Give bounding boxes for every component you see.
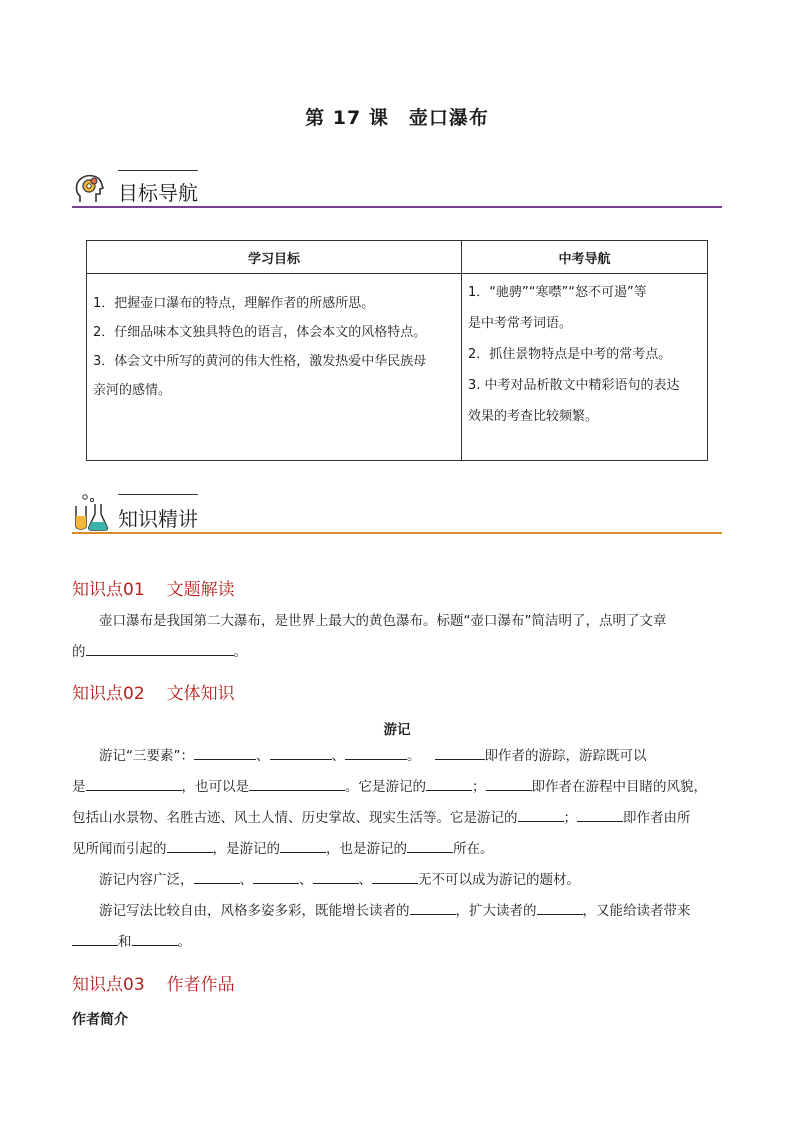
text: ，扩大读者的 [455, 903, 537, 919]
blank[interactable] [537, 900, 583, 915]
knowledge-point-heading [72, 679, 235, 704]
blank[interactable] [313, 869, 359, 884]
text-line [72, 865, 722, 896]
text: 、 [358, 872, 372, 888]
text-line: 壶口瀑布是我国第二大瀑布，是世界上最大的黄色瀑布。标题“壶口瀑布”简洁明了，点明了文章 [99, 613, 667, 629]
author-intro-heading: 作者简介 [72, 1012, 128, 1028]
table-header-left: 学习目标 [87, 241, 462, 274]
text: 游记写法比较自由，风格多姿多彩，既能增长读者的 [99, 903, 410, 919]
blank[interactable] [435, 745, 485, 760]
head-gears-icon [72, 172, 112, 208]
blank[interactable] [167, 838, 213, 853]
lab-flasks-icon [72, 494, 112, 532]
exam-guide-cell [462, 274, 708, 461]
text: 游记内容广泛， [99, 872, 194, 888]
text-line [72, 637, 722, 668]
text-line [72, 927, 722, 958]
section-top-line [118, 170, 198, 171]
knowledge-point-heading [72, 970, 235, 995]
section-label: 知识精讲 [118, 507, 198, 531]
blank[interactable] [270, 745, 332, 760]
blank[interactable] [86, 641, 234, 656]
guide-item: 3. 中考对品析散文中精彩语句的表达 [468, 378, 680, 393]
section-rule [72, 532, 722, 534]
text: 。 [407, 748, 421, 764]
text-line [72, 741, 722, 772]
text: 。 [177, 934, 191, 950]
text: 见所闻而引起的 [72, 841, 167, 857]
guide-item: 是中考常考词语。 [468, 316, 573, 331]
kp-name: 文体知识 [166, 684, 235, 704]
text: 即作者由所 [623, 810, 691, 826]
blank[interactable] [410, 900, 456, 915]
blank[interactable] [72, 931, 118, 946]
kp-number: 知识点03 [72, 975, 145, 995]
text: 、 [239, 872, 253, 888]
guide-item: 1．“驰骋”“寒噤”“怒不可遏”等 [468, 285, 647, 300]
blank[interactable] [86, 776, 182, 791]
section-header-goals [72, 170, 722, 210]
goals-table [86, 240, 708, 461]
kp-name: 文题解读 [166, 580, 235, 600]
blank[interactable] [345, 745, 407, 760]
kp-name: 作者作品 [166, 975, 235, 995]
text: 是 [72, 779, 86, 795]
blank[interactable] [253, 869, 299, 884]
text: 。它是游记的 [345, 779, 426, 795]
text: 即作者在游程中目睹的风貌， [531, 779, 707, 795]
learning-goals-cell [87, 274, 462, 461]
text: 游记“三要素”： [99, 748, 194, 764]
goal-item: 2．仔细品味本文独具特色的语言，体会本文的风格特点。 [93, 325, 427, 340]
text: ； [472, 779, 486, 795]
kp-number: 知识点02 [72, 684, 145, 704]
blank[interactable] [372, 869, 418, 884]
knowledge-point-heading [72, 575, 235, 600]
text: 、 [299, 872, 313, 888]
goal-item: 亲河的感情。 [93, 383, 172, 398]
goal-item: 1．把握壶口瀑布的特点，理解作者的所感所思。 [93, 296, 375, 311]
text-line [72, 803, 722, 834]
kp1-paragraph [72, 606, 722, 668]
text-line [72, 896, 722, 927]
text: ，是游记的 [212, 841, 280, 857]
section-rule [72, 206, 722, 208]
blank[interactable] [486, 776, 532, 791]
text-line [72, 834, 722, 865]
text: 。 [233, 644, 247, 660]
subheading: 游记 [383, 722, 411, 738]
blank[interactable] [426, 776, 472, 791]
blank[interactable] [280, 838, 326, 853]
kp-number: 知识点01 [72, 580, 145, 600]
text-line [72, 772, 722, 803]
blank[interactable] [249, 776, 345, 791]
text: 、 [256, 748, 270, 764]
blank[interactable] [132, 931, 178, 946]
page-title: 第 17 课 壶口瀑布 [305, 107, 489, 129]
text: ； [563, 810, 577, 826]
goal-item: 3．体会文中所写的黄河的伟大性格，激发热爱中华民族母 [93, 354, 427, 369]
text: ，又能给读者带来 [582, 903, 691, 919]
blank[interactable] [194, 869, 240, 884]
text: 所在。 [453, 841, 494, 857]
section-top-line [118, 494, 198, 495]
text: 包括山水景物、名胜古迹、风土人情、历史掌故、现实生活等。它是游记的 [72, 810, 518, 826]
section-header-knowledge [72, 494, 722, 534]
guide-item: 2．抓住景物特点是中考的常考点。 [468, 347, 672, 362]
text: 和 [118, 934, 132, 950]
table-header-right: 中考导航 [462, 241, 708, 274]
text: 的 [72, 644, 86, 660]
text: 无不可以成为游记的题材。 [418, 872, 580, 888]
text: 即作者的游踪，游踪既可以 [484, 748, 647, 764]
guide-item: 效果的考查比较频繁。 [468, 409, 599, 424]
text: ，也可以是 [181, 779, 249, 795]
text: ，也是游记的 [326, 841, 407, 857]
youji-paragraph [72, 741, 722, 958]
blank[interactable] [518, 807, 564, 822]
blank[interactable] [407, 838, 453, 853]
blank[interactable] [577, 807, 623, 822]
blank[interactable] [194, 745, 256, 760]
text: 、 [331, 748, 345, 764]
section-label: 目标导航 [118, 181, 198, 205]
